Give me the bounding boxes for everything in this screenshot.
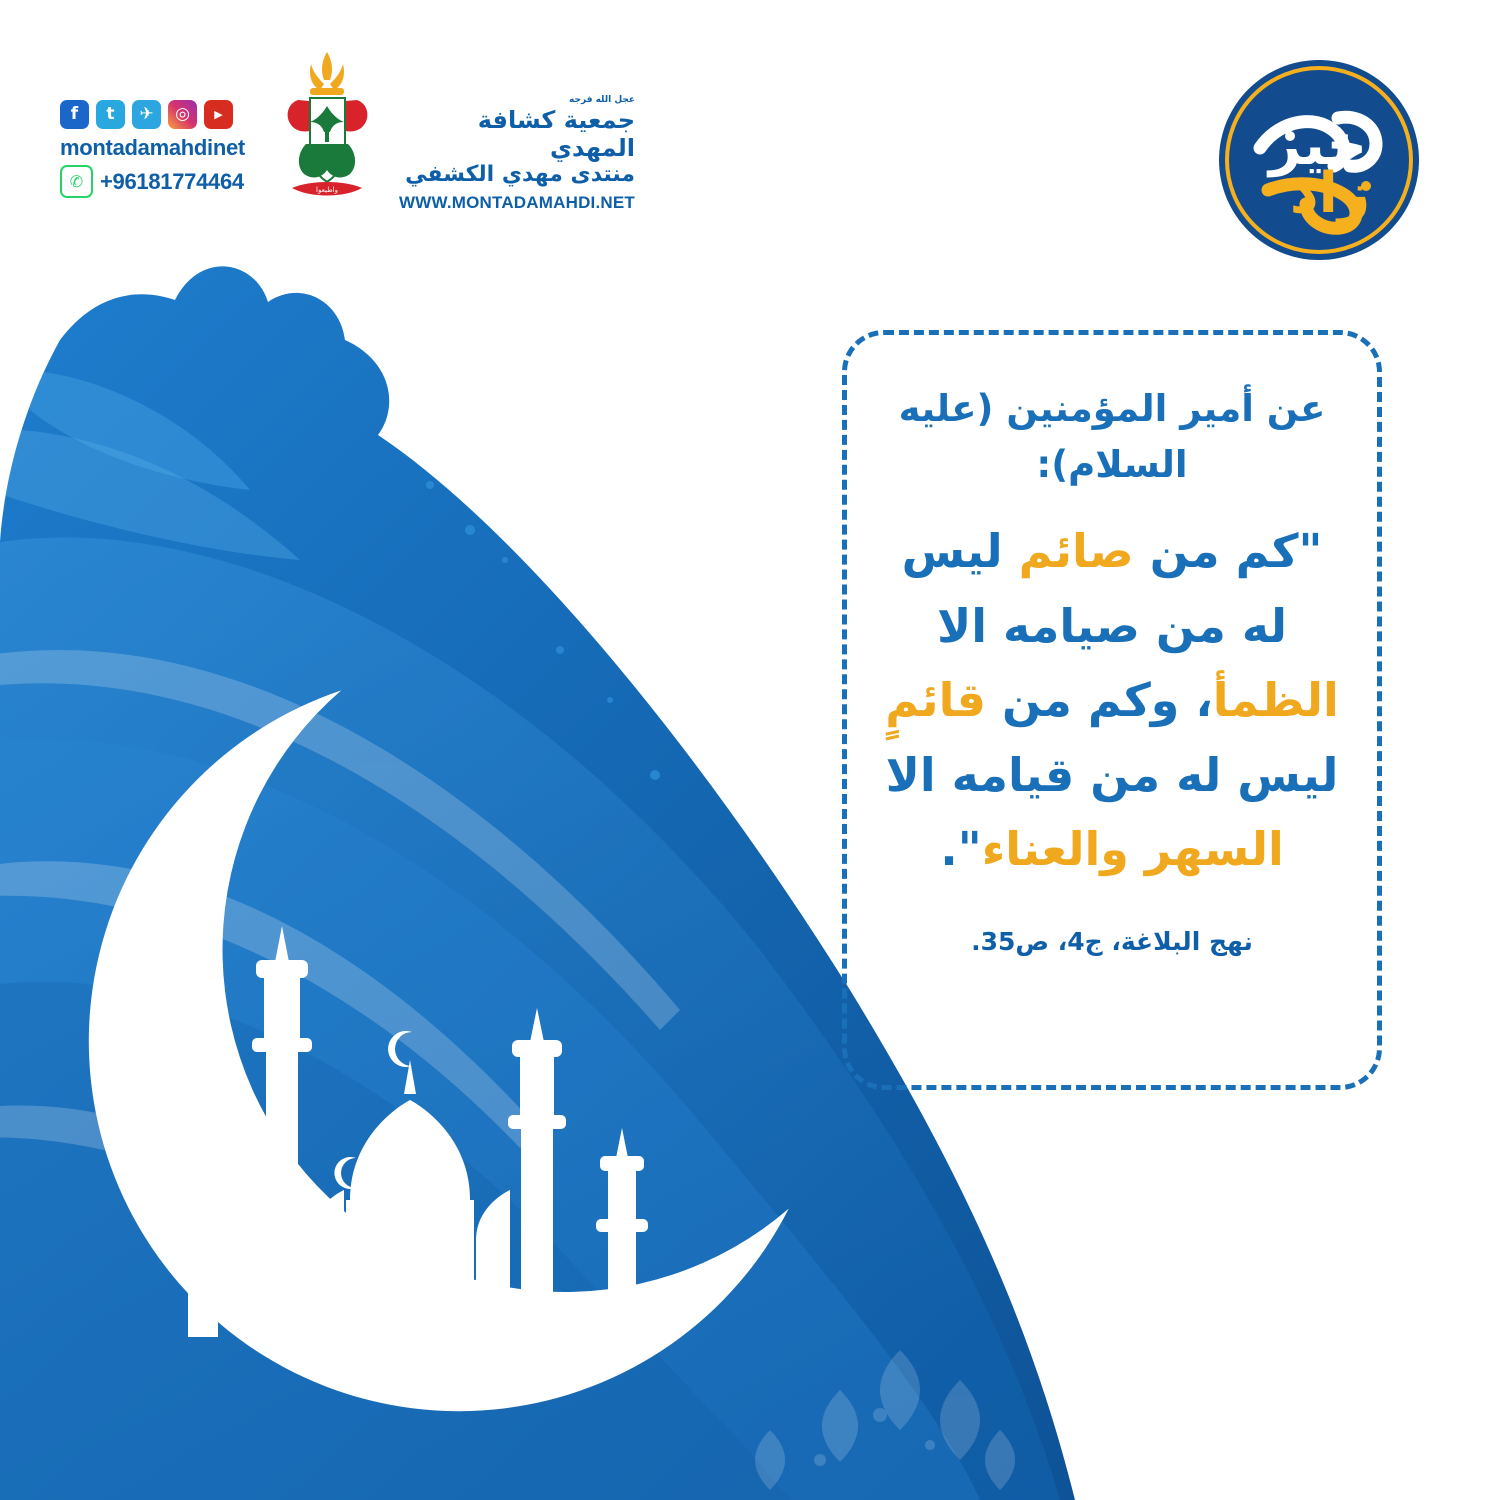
- social-handle: montadamahdinet: [60, 135, 245, 160]
- scout-emblem: [280, 48, 375, 213]
- whatsapp-icon[interactable]: ✆: [60, 165, 93, 198]
- social-icon-row: [60, 100, 270, 129]
- quote-part-7-highlight: السهر والعناء: [981, 822, 1284, 877]
- quote-part-8: ".: [940, 822, 982, 877]
- quote-part-3-highlight: الظمأ: [1212, 673, 1339, 728]
- youtube-icon[interactable]: ▶: [204, 100, 233, 129]
- org-line-2: منتدى مهدي الكشفي: [405, 162, 635, 188]
- org-tiny-line: عجل الله فرجه: [569, 95, 635, 105]
- org-line-1: جمعية كشافة المهدي: [477, 106, 635, 162]
- facebook-icon[interactable]: f: [60, 100, 89, 129]
- org-website-url[interactable]: WWW.MONTADAMAHDI.NET: [399, 192, 635, 212]
- quote-part-1-highlight: صائم: [1018, 524, 1134, 578]
- svg-text:واطيعوا: واطيعوا: [316, 186, 338, 194]
- quote-attribution: عن أمير المؤمنين (عليه السلام):: [898, 387, 1326, 486]
- logo-word-top: خير: [1268, 113, 1368, 179]
- quote-part-6: ليس له من قيامه الا: [885, 747, 1339, 802]
- instagram-icon[interactable]: ◎: [168, 100, 197, 129]
- logo-word-bottom: زاد: [1289, 161, 1371, 226]
- phone-row: [60, 165, 270, 198]
- handle-row: [60, 135, 270, 161]
- quote-part-4: ، وكم من: [985, 673, 1213, 728]
- organization-text: [385, 95, 635, 213]
- quote-part-0: "كم من: [1133, 524, 1323, 578]
- quote-body: [883, 514, 1341, 887]
- social-contact-block: [60, 100, 270, 198]
- phone-number: +96181774464: [100, 168, 244, 194]
- telegram-icon[interactable]: ✈: [132, 100, 161, 129]
- quote-card: [842, 330, 1382, 1090]
- crescent-mosque-artwork: [60, 660, 800, 1460]
- quote-part-2: ليس له من صيامه الا: [901, 524, 1287, 653]
- quote-part-5-highlight: قائمٍ: [885, 673, 986, 728]
- quote-source: نهج البلاغة، ج4، ص35.: [971, 926, 1253, 956]
- khair-zad-logo: [1198, 40, 1448, 290]
- twitter-icon[interactable]: t: [96, 100, 125, 129]
